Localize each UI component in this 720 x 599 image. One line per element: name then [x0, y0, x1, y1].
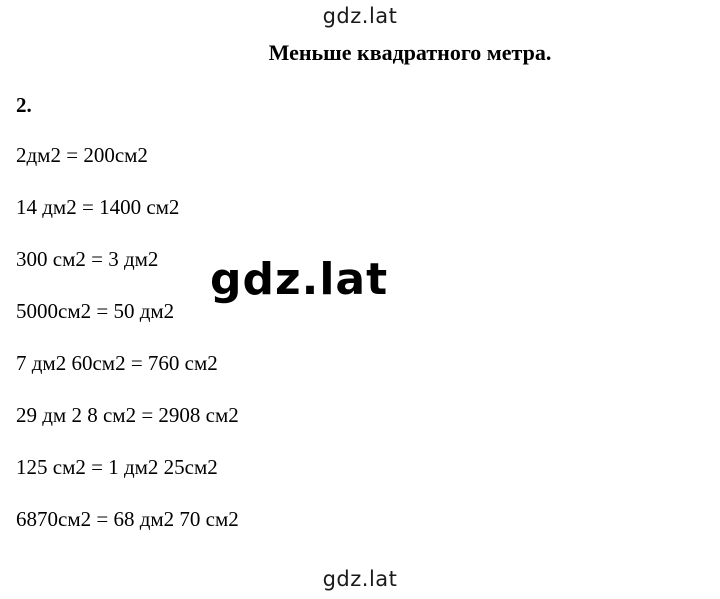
answer-line: 7 дм2 60см2 = 760 см2: [16, 351, 218, 375]
answer-line: 6870см2 = 68 дм2 70 см2: [16, 507, 239, 531]
task-number: 2.: [16, 93, 32, 117]
answer-line: 300 см2 = 3 дм2: [16, 247, 159, 271]
answer-line: 2дм2 = 200см2: [16, 143, 148, 167]
watermark-center: gdz.lat: [210, 254, 389, 305]
answer-line: 29 дм 2 8 см2 = 2908 см2: [16, 403, 239, 427]
answer-line: 125 см2 = 1 дм2 25см2: [16, 455, 218, 479]
answer-list: [16, 140, 239, 556]
answer-line: 5000см2 = 50 дм2: [16, 299, 175, 323]
watermark-top: gdz.lat: [322, 4, 398, 28]
page-title: Меньше квадратного метра.: [268, 40, 552, 65]
answer-line: 14 дм2 = 1400 см2: [16, 195, 180, 219]
watermark-bottom: gdz.lat: [322, 567, 398, 591]
